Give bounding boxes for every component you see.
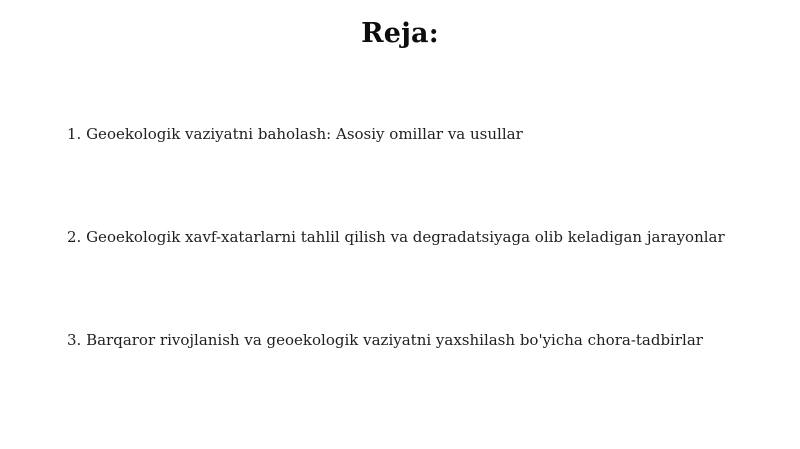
slide-title: Reja: — [361, 18, 439, 49]
plan-item-1: 1. Geoekologik vaziyatni baholash: Asosiy omillar va usullar — [67, 125, 523, 143]
plan-item-3: 3. Barqaror rivojlanish va geoekologik vaziyatni yaxshilash bo'yicha chora-tadbirlar — [67, 331, 703, 349]
plan-item-2: 2. Geoekologik xavf-xatarlarni tahlil qilish va degradatsiyaga olib keladigan jarayonlar — [67, 228, 725, 246]
